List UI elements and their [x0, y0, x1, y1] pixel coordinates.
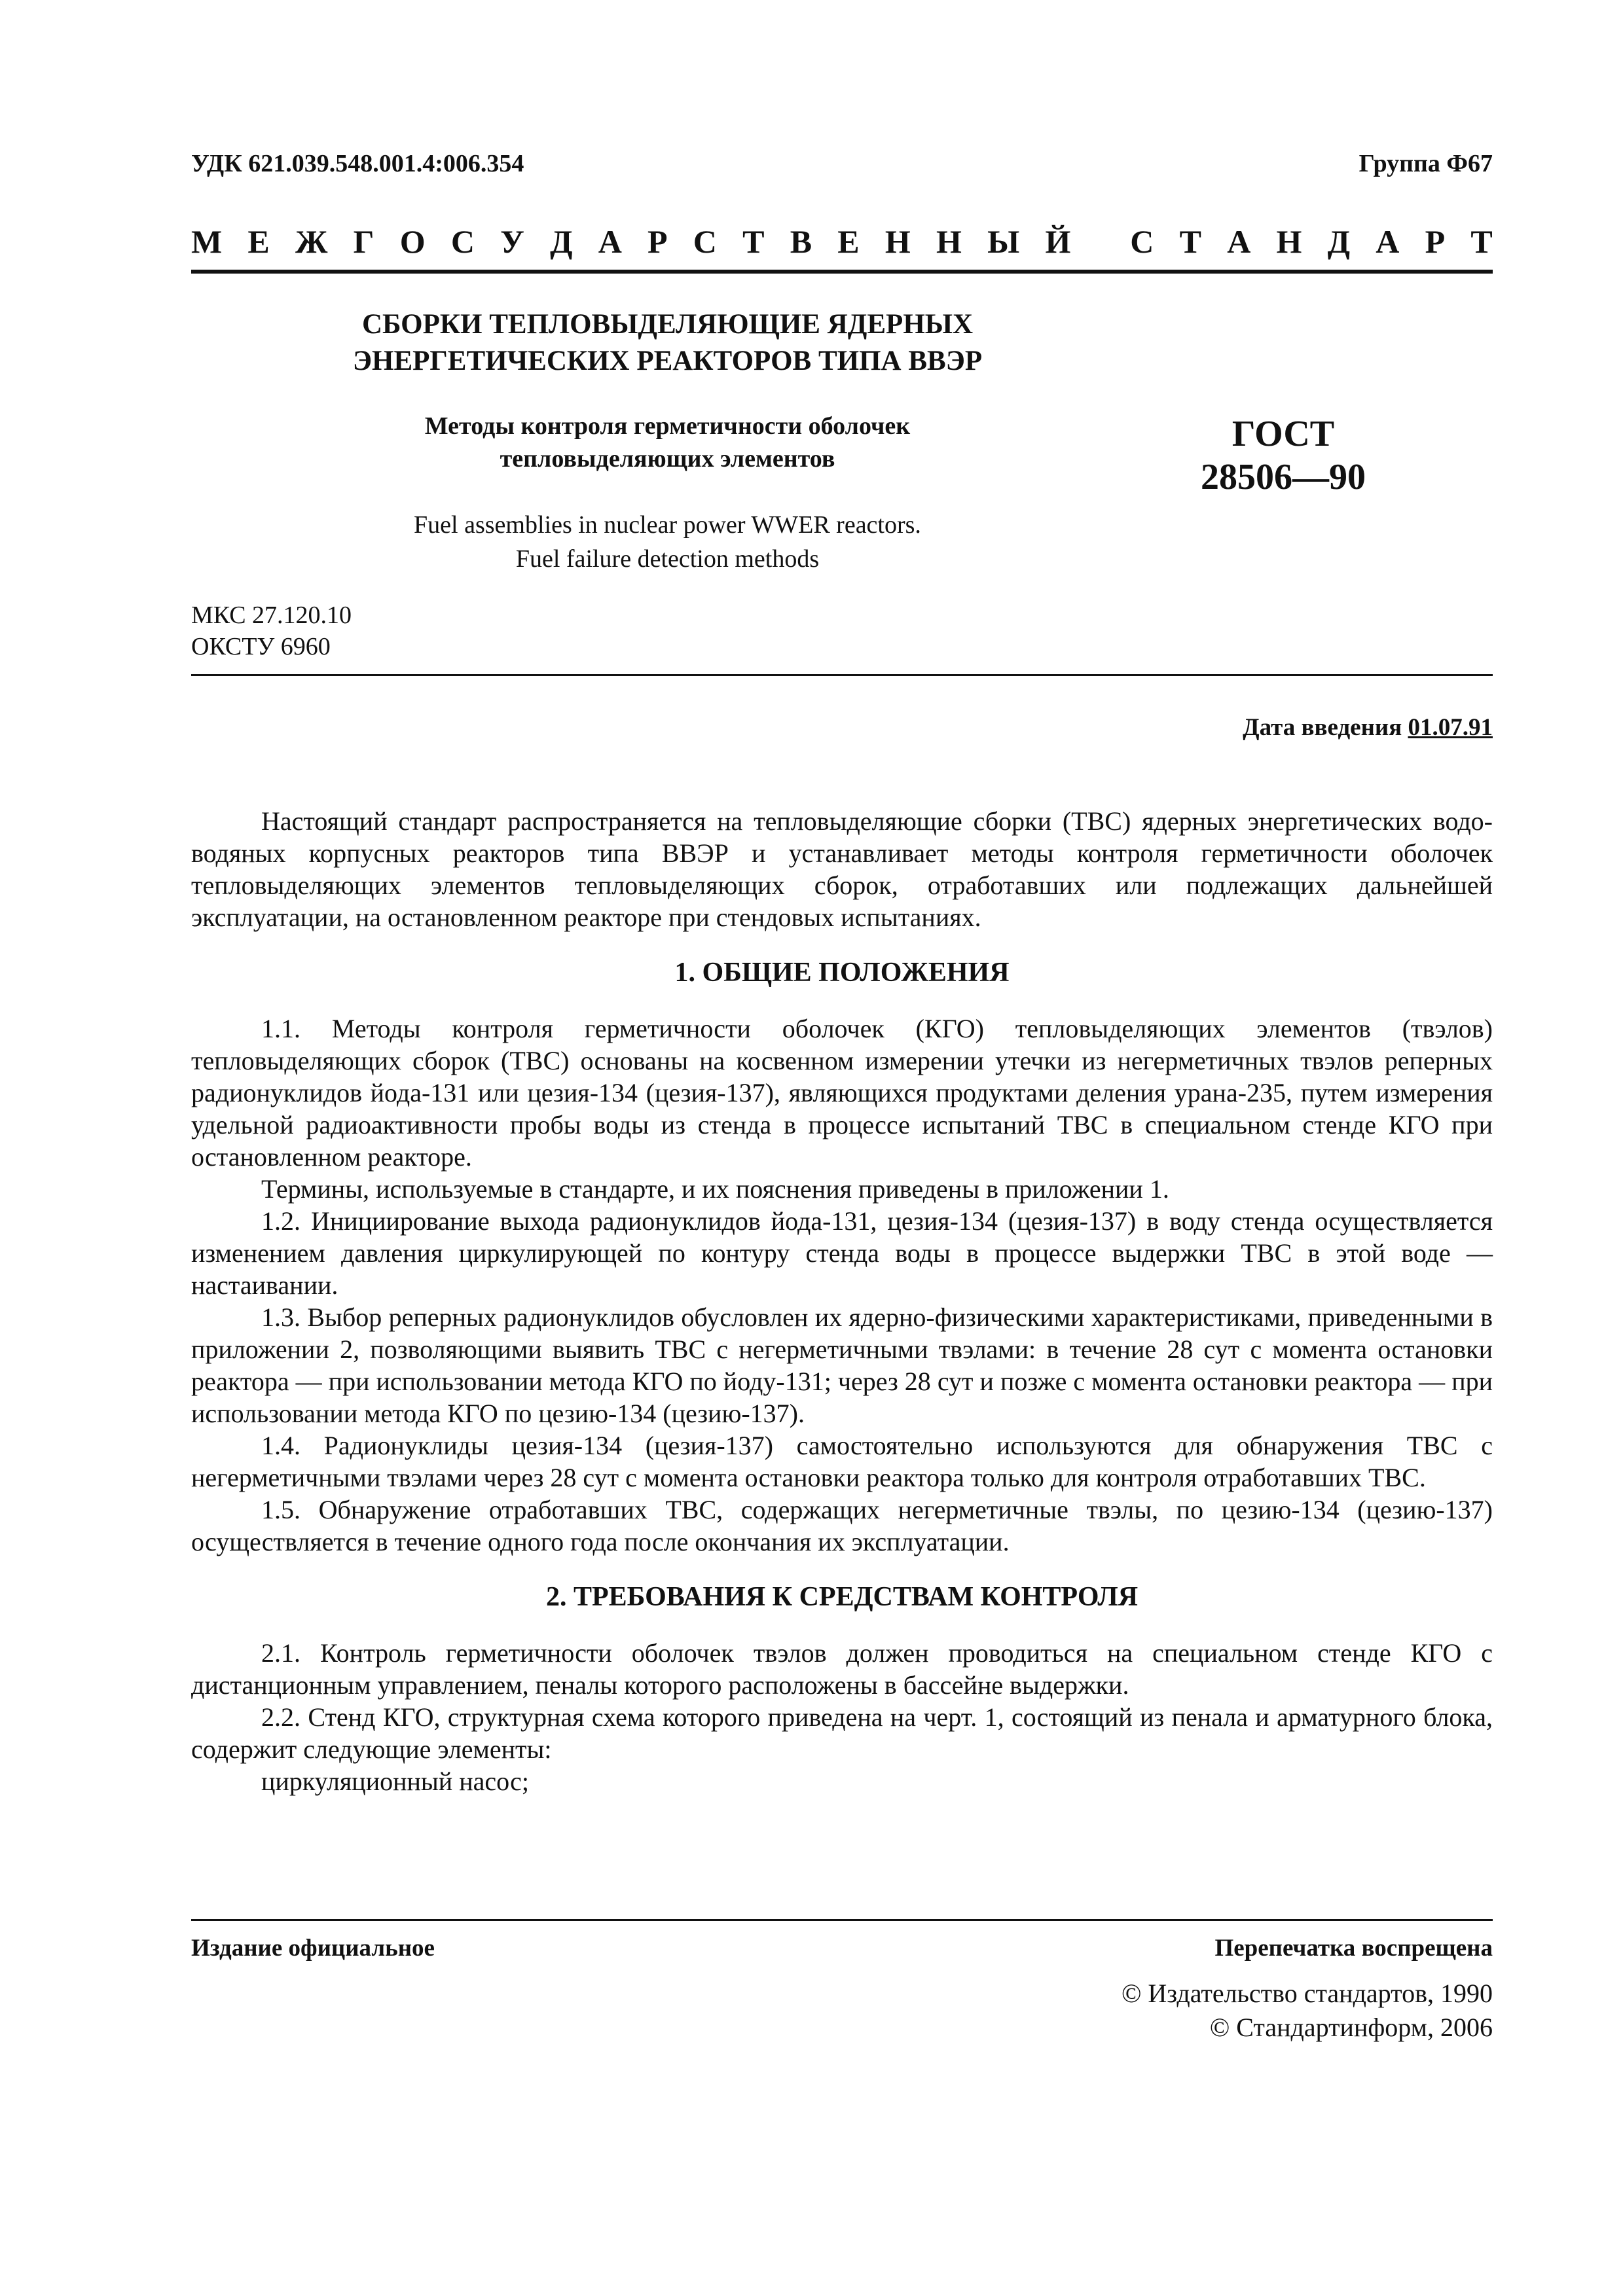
- banner-letter: У: [500, 223, 524, 260]
- banner-letter: Г: [353, 223, 374, 260]
- banner-letter: Н: [884, 223, 911, 260]
- banner-letter: Й: [1045, 223, 1071, 260]
- banner-letter: Т: [1179, 223, 1201, 260]
- clause-1-2: 1.2. Инициирование выхода радионуклидов йода-131, цезия-134 (цезия-137) в воду стенда осуществляется изменением давления циркулирующей по контуру стенда воды в процессе выдержки ТВС в этой воде — настаивании.: [191, 1206, 1493, 1300]
- list-item: циркуляционный насос;: [261, 1767, 529, 1796]
- copyright-block: [1122, 1977, 1493, 2045]
- banner-letter: Е: [837, 223, 860, 260]
- group-code: Группа Ф67: [1359, 150, 1493, 177]
- clause-2-2: 2.2. Стенд КГО, структурная схема которого приведена на черт. 1, состоящий из пенала и арматурного блока, содержит следующие элементы:: [191, 1702, 1493, 1764]
- banner-letter: А: [1376, 223, 1400, 260]
- banner-letter: [1097, 223, 1105, 260]
- udk-code: УДК 621.039.548.001.4:006.354: [191, 150, 524, 177]
- copyright-line-2: © Стандартинформ, 2006: [1209, 2013, 1493, 2042]
- subtitle-line-2: тепловыделяющих элементов: [500, 445, 835, 473]
- banner-letter: М: [191, 223, 223, 260]
- banner-letter: Д: [550, 223, 573, 260]
- clause-1-5: 1.5. Обнаружение отработавших ТВС, содержащих негерметичные твэлы, по цезию-134 (цезию-137) осуществляется в течение одного года после окончания их эксплуатации.: [191, 1495, 1493, 1556]
- gost-number: [1152, 412, 1414, 499]
- official-edition: Издание официальное: [191, 1935, 435, 1962]
- banner-letter: Е: [247, 223, 270, 260]
- banner-letter: О: [399, 223, 426, 260]
- gost-label: ГОСТ: [1231, 414, 1335, 454]
- effective-date: [1243, 713, 1493, 742]
- english-line-1: Fuel assemblies in nuclear power WWER reactors.: [414, 511, 921, 539]
- terms-note: Термины, используемые в стандарте, и их пояснения приведены в приложении 1.: [261, 1174, 1169, 1204]
- interstate-standard-banner: [191, 223, 1493, 260]
- header-rule: [191, 674, 1493, 676]
- effective-date-label: Дата введения: [1243, 714, 1402, 741]
- banner-letter: С: [693, 223, 717, 260]
- banner-letter: В: [790, 223, 812, 260]
- clause-1-3: 1.3. Выбор реперных радионуклидов обусловлен их ядерно-физическими характеристиками, приведенными в приложении 2, позволяющими выявить ТВС с негерметичными твэлами: в течение 28 сут с момента остановки реактора — при использовании метода КГО по йоду-131; через 28 сут и позже с момента остановки реактора — при использовании метода КГО по цезию-134 (цезию-137).: [191, 1302, 1493, 1428]
- clause-1-1: 1.1. Методы контроля герметичности оболочек (КГО) тепловыделяющих элементов (твэлов) тепловыделяющих сборок (ТВС) основаны на косвенном измерении утечки из негерметичных твэлов реперных радионуклидов йода-131 или цезия-134 (цезия-137), являющихся продуктами деления урана-235, путем измерения удельной радиоактивности пробы воды из стенда в процессе испытаний ТВС в специальном стенде КГО при остановленном реакторе.: [191, 1014, 1493, 1172]
- intro-paragraph: Настоящий стандарт распространяется на тепловыделяющие сборки (ТВС) ядерных энергетических водо-водяных корпусных реакторов типа ВВЭР и устанавливает методы контроля герметичности оболочек тепловыделяющих элементов тепловыделяющих сборок, отработавших или подлежащих дальнейшей эксплуатации, на остановленном реакторе при стендовых испытаниях.: [191, 806, 1493, 932]
- document-title: [191, 306, 1144, 380]
- banner-letter: Т: [742, 223, 765, 260]
- banner-letter: Т: [1470, 223, 1493, 260]
- banner-letter: С: [450, 223, 475, 260]
- section-1-heading: 1. ОБЩИЕ ПОЛОЖЕНИЯ: [674, 958, 1010, 988]
- title-line-2: ЭНЕРГЕТИЧЕСКИХ РЕАКТОРОВ ТИПА ВВЭР: [352, 346, 983, 376]
- reprint-prohibited: Перепечатка воспрещена: [1214, 1935, 1493, 1962]
- classification-codes: [191, 600, 352, 662]
- clause-1-4: 1.4. Радионуклиды цезия-134 (цезия-137) самостоятельно используются для обнаружения ТВС с негерметичными твэлами через 28 сут с момента остановки реактора только для контроля отработавших ТВС.: [191, 1431, 1493, 1492]
- mks-code: МКС 27.120.10: [191, 601, 352, 629]
- document-body: [191, 805, 1493, 1797]
- effective-date-value: 01.07.91: [1408, 714, 1493, 741]
- banner-rule: [191, 270, 1493, 274]
- gost-code: 28506—90: [1201, 457, 1366, 497]
- banner-letter: Н: [936, 223, 962, 260]
- banner-letter: Р: [1425, 223, 1446, 260]
- banner-letter: А: [598, 223, 622, 260]
- footer-rule: [191, 1919, 1493, 1921]
- subtitle-line-1: Методы контроля герметичности оболочек: [424, 412, 911, 440]
- banner-letter: Д: [1327, 223, 1351, 260]
- english-line-2: Fuel failure detection methods: [515, 545, 820, 573]
- banner-letter: Ы: [987, 223, 1020, 260]
- banner-letter: Н: [1276, 223, 1302, 260]
- banner-letter: А: [1227, 223, 1251, 260]
- title-line-1: СБОРКИ ТЕПЛОВЫДЕЛЯЮЩИЕ ЯДЕРНЫХ: [361, 309, 974, 340]
- banner-letters: [191, 223, 1493, 260]
- section-2-heading: 2. ТРЕБОВАНИЯ К СРЕДСТВАМ КОНТРОЛЯ: [545, 1582, 1139, 1612]
- banner-letter: С: [1130, 223, 1154, 260]
- banner-letter: Ж: [295, 223, 328, 260]
- banner-letter: Р: [647, 223, 668, 260]
- english-title: [191, 508, 1144, 576]
- copyright-line-1: © Издательство стандартов, 1990: [1121, 1979, 1493, 2008]
- clause-2-1: 2.1. Контроль герметичности оболочек твэлов должен проводиться на специальном стенде КГО с дистанционным управлением, пеналы которого расположены в бассейне выдержки.: [191, 1638, 1493, 1700]
- okstu-code: ОКСТУ 6960: [191, 633, 331, 660]
- document-subtitle: [191, 410, 1144, 475]
